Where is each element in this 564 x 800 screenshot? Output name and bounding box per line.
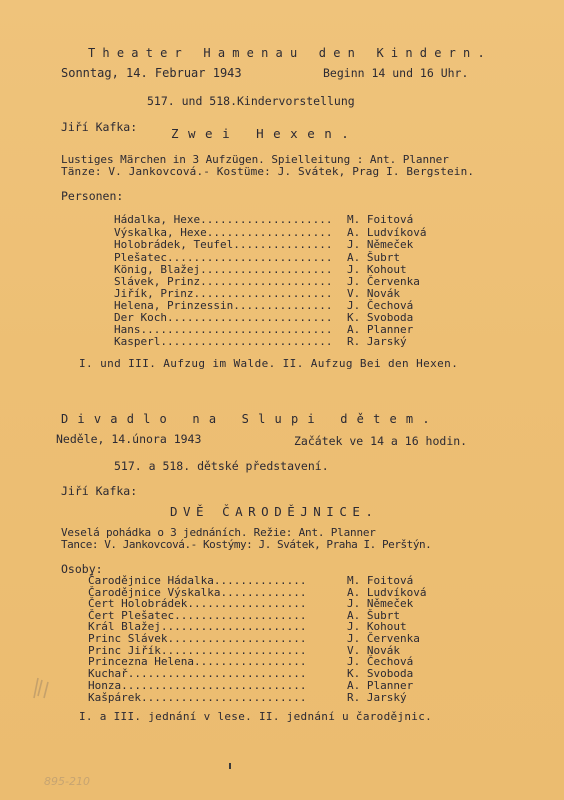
german-time: Beginn 14 und 16 Uhr. (323, 66, 469, 80)
czech-cast-actor: A. Ludvíková (347, 586, 427, 599)
czech-cast-actor: J. Čechová (347, 655, 414, 668)
czech-cast-actor: J. Kohout (347, 620, 407, 633)
german-cast-actor: V. Novák (347, 287, 400, 300)
czech-cast-actor: R. Jarský (347, 691, 407, 704)
german-date: Sonntag, 14. Februar 1943 (61, 66, 242, 80)
czech-cast-actor: A. Planner (347, 679, 414, 692)
czech-cast-role: Čarodějnice Hádalka.............. (88, 574, 307, 587)
czech-cast-role: Kašpárek......................... (88, 691, 307, 704)
czech-date: Neděle, 14.února 1943 (56, 432, 202, 446)
german-cast-actor: J. Kohout (347, 263, 407, 276)
czech-cast-role: Čert Holobrádek.................. (88, 597, 307, 610)
german-cast-role: Holobrádek, Teufel............... (114, 238, 333, 251)
czech-cast-actor: K. Svoboda (347, 667, 414, 680)
german-cast-actor: A. Planner (347, 323, 414, 336)
czech-header: Divadlo na Slupi dětem. (61, 412, 439, 426)
czech-cast-actor: A. Šubrt (347, 609, 400, 622)
german-performance: 517. und 518.Kindervorstellung (147, 94, 355, 108)
german-cast-actor: J. Červenka (347, 275, 420, 288)
czech-cast-role: Princ Jiřík...................... (88, 644, 307, 657)
czech-time: Začátek ve 14 a 16 hodin. (294, 434, 468, 448)
german-cast-actor: J. Němeček (347, 238, 414, 251)
german-cast-heading: Personen: (61, 189, 124, 203)
czech-cast-role: Čarodějnice Výskalka............. (88, 586, 307, 599)
german-cast-role: Hádalka, Hexe.................... (114, 213, 333, 226)
german-credits: Tänze: V. Jankovcová.- Kostüme: J. Svátek, Prag I. Bergstein. (61, 165, 475, 178)
german-title: Zwei Hexen. (171, 126, 359, 141)
czech-cast-role: Král Blažej...................... (88, 620, 307, 633)
czech-cast-role: Čert Plešatec.................... (88, 609, 307, 622)
german-cast-role: König, Blažej.................... (114, 263, 333, 276)
czech-cast-role: Princ Slávek..................... (88, 632, 307, 645)
german-cast-actor: K. Svoboda (347, 311, 414, 324)
czech-cast-heading: Osoby: (61, 562, 103, 576)
german-cast-role: Der Koch......................... (114, 311, 333, 324)
czech-cast-role: Honza............................ (88, 679, 307, 692)
german-cast-role: Jiřík, Prinz..................... (114, 287, 333, 300)
german-cast-role: Helena, Prinzessin............... (114, 299, 333, 312)
german-header: Theater Hamenau den Kindern. (88, 46, 492, 60)
czech-credits: Tance: V. Jankovcová.- Kostýmy: J. Svátek, Praha I. Perštýn. (61, 538, 432, 551)
ink-dot-icon (229, 763, 231, 769)
czech-cast-actor: J. Červenka (347, 632, 420, 645)
german-cast-actor: M. Foitová (347, 213, 414, 226)
czech-cast-role: Kuchař........................... (88, 667, 307, 680)
czech-cast-actor: J. Němeček (347, 597, 414, 610)
german-cast-actor: A. Šubrt (347, 251, 400, 264)
czech-title: DVĚ ČARODĚJNICE. (170, 504, 379, 519)
german-cast-actor: R. Jarský (347, 335, 407, 348)
czech-subtitle: Veselá pohádka o 3 jednáních. Režie: Ant. Planner (61, 526, 376, 539)
german-cast-role: Kasperl.......................... (114, 335, 333, 348)
german-author: Jiří Kafka: (61, 120, 138, 134)
pencil-archive-number: 895-210 (44, 775, 90, 788)
german-footer: I. und III. Aufzug im Walde. II. Aufzug Bei den Hexen. (79, 357, 459, 370)
czech-author: Jiří Kafka: (61, 484, 138, 498)
german-cast-role: Slávek, Prinz.................... (114, 275, 333, 288)
czech-cast-role: Princezna Helena................. (88, 655, 307, 668)
czech-performance: 517. a 518. dětské představení. (114, 459, 329, 473)
german-cast-actor: A. Ludvíková (347, 226, 427, 239)
german-cast-actor: J. Čechová (347, 299, 414, 312)
czech-cast-actor: V. Novák (347, 644, 400, 657)
german-cast-role: Hans............................. (114, 323, 333, 336)
german-cast-role: Výskalka, Hexe................... (114, 226, 333, 239)
german-subtitle: Lustiges Märchen in 3 Aufzügen. Spielleitung : Ant. Planner (61, 153, 449, 166)
czech-footer: I. a III. jednání v lese. II. jednání u čarodějnic. (79, 710, 433, 723)
german-cast-role: Plešatec......................... (114, 251, 333, 264)
pencil-scribble-icon (28, 668, 68, 708)
czech-cast-actor: M. Foitová (347, 574, 414, 587)
